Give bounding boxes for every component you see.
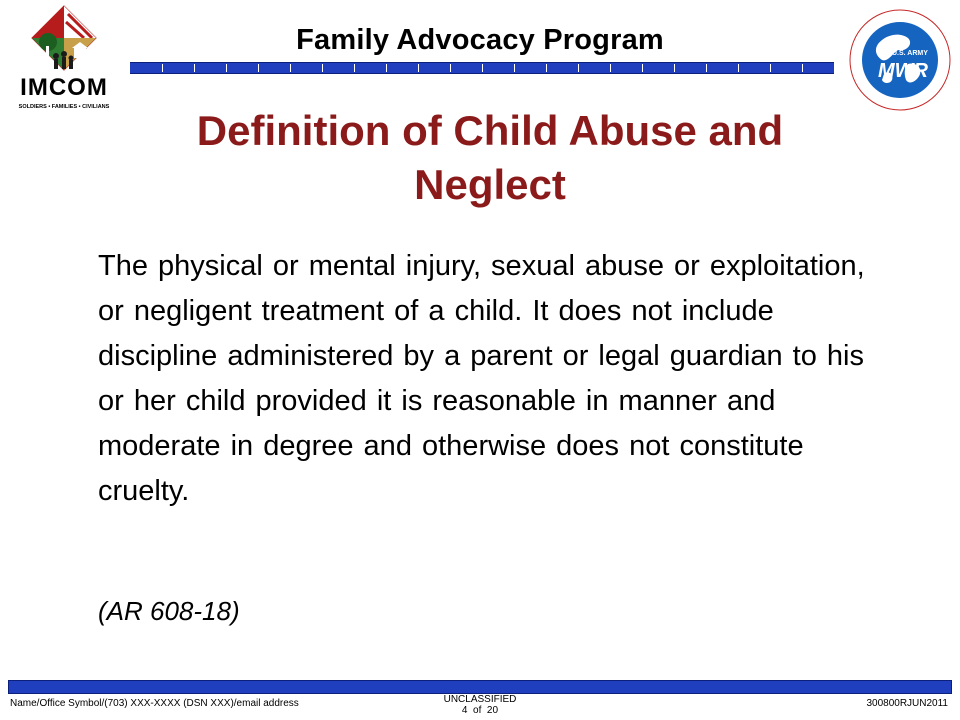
header-bar-tick [418,64,419,72]
header-bar-tick [514,64,515,72]
imcom-name: IMCOM [20,74,108,101]
header-bar-tick [322,64,323,72]
header-bar-tick [610,64,611,72]
header-bar-tick [578,64,579,72]
header-bar-tick [482,64,483,72]
footer-center [380,694,580,716]
header-bar-tick [802,64,803,72]
header-bar-tick [290,64,291,72]
header-bar-tick [258,64,259,72]
header-bar-tick [642,64,643,72]
header-bar-tick [706,64,707,72]
definition-text: The physical or mental injury, sexual abuse or exploitation, or negligent treatment of a child. It does not include discipline administered by a parent or legal guardian to his or her child provided it is reasonable in manner and moderate in degree and otherwise does not constitute cruelty. [98,250,865,507]
header-bar-tick [386,64,387,72]
citation: (AR 608-18) [98,596,240,626]
header-bar-tick [354,64,355,72]
header-title: Family Advocacy Program [296,24,664,56]
header-bar-tick [674,64,675,72]
header-bar-tick [194,64,195,72]
classification-label: UNCLASSIFIED [443,694,517,705]
header-bar-tick [450,64,451,72]
footer-dtg: 300800RJUN2011 [866,698,948,709]
mwr-name: MWR [878,60,928,82]
header-bar-tick [738,64,739,72]
slide-title: Definition of Child Abuse and Neglect [196,107,784,208]
header-bar-tick [770,64,771,72]
imcom-logo [8,4,120,122]
footer-bar [8,680,952,694]
header-bar-tick [226,64,227,72]
page-number: 4 of 20 [461,705,499,716]
footer-contact: Name/Office Symbol/(703) XXX-XXXX (DSN XXX)/email address [10,698,299,709]
header-bar-tick [162,64,163,72]
mwr-logo [848,8,952,112]
imcom-tagline: SOLDIERS • FAMILIES • CIVILIANS [18,104,110,110]
mwr-top-text: U.S. ARMY [892,50,928,57]
header-bar-tick [546,64,547,72]
header-bar [130,62,834,74]
